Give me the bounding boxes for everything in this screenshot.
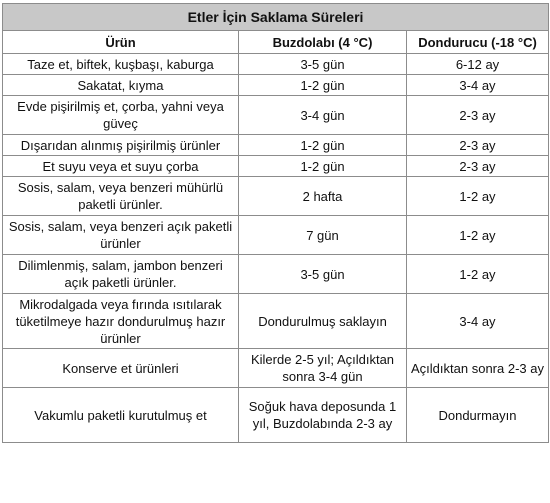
freezer-cell: 2-3 ay	[407, 96, 549, 135]
table-row	[3, 156, 549, 177]
column-header-fridge: Buzdolabı (4 °C)	[239, 31, 407, 54]
fridge-cell: 1-2 gün	[239, 135, 407, 156]
fridge-cell: 3-5 gün	[239, 255, 407, 294]
table-row	[3, 135, 549, 156]
product-cell: Sakatat, kıyma	[3, 75, 239, 96]
fridge-cell: 7 gün	[239, 216, 407, 255]
header-row	[3, 31, 549, 54]
freezer-cell: 2-3 ay	[407, 135, 549, 156]
storage-times-table	[2, 3, 549, 443]
fridge-cell: 1-2 gün	[239, 156, 407, 177]
product-cell: Evde pişirilmiş et, çorba, yahni veya güveç	[3, 96, 239, 135]
fridge-cell: Dondurulmuş saklayın	[239, 294, 407, 349]
fridge-cell: 3-4 gün	[239, 96, 407, 135]
fridge-cell: 3-5 gün	[239, 54, 407, 75]
freezer-cell: Açıldıktan sonra 2-3 ay	[407, 349, 549, 388]
table-row	[3, 255, 549, 294]
table-row	[3, 177, 549, 216]
freezer-cell: 1-2 ay	[407, 177, 549, 216]
table-title: Etler İçin Saklama Süreleri	[3, 4, 549, 31]
product-cell: Dışarıdan alınmış pişirilmiş ürünler	[3, 135, 239, 156]
table-row	[3, 388, 549, 443]
fridge-cell: Kilerde 2-5 yıl; Açıldıktan sonra 3-4 gün	[239, 349, 407, 388]
fridge-cell: 1-2 gün	[239, 75, 407, 96]
product-cell: Taze et, biftek, kuşbaşı, kaburga	[3, 54, 239, 75]
freezer-cell: 1-2 ay	[407, 255, 549, 294]
table-row	[3, 294, 549, 349]
column-header-product: Ürün	[3, 31, 239, 54]
freezer-cell: 3-4 ay	[407, 75, 549, 96]
product-cell: Vakumlu paketli kurutulmuş et	[3, 388, 239, 443]
freezer-cell: 3-4 ay	[407, 294, 549, 349]
table-row	[3, 54, 549, 75]
table-row	[3, 96, 549, 135]
product-cell: Konserve et ürünleri	[3, 349, 239, 388]
freezer-cell: 6-12 ay	[407, 54, 549, 75]
product-cell: Sosis, salam, veya benzeri mühürlü paketli ürünler.	[3, 177, 239, 216]
freezer-cell: 1-2 ay	[407, 216, 549, 255]
freezer-cell: 2-3 ay	[407, 156, 549, 177]
product-cell: Sosis, salam, veya benzeri açık paketli ürünler	[3, 216, 239, 255]
table-row	[3, 216, 549, 255]
table-row	[3, 75, 549, 96]
fridge-cell: Soğuk hava deposunda 1 yıl, Buzdolabında 2-3 ay	[239, 388, 407, 443]
fridge-cell: 2 hafta	[239, 177, 407, 216]
column-header-freezer: Dondurucu (-18 °C)	[407, 31, 549, 54]
freezer-cell: Dondurmayın	[407, 388, 549, 443]
table-row	[3, 349, 549, 388]
product-cell: Et suyu veya et suyu çorba	[3, 156, 239, 177]
product-cell: Dilimlenmiş, salam, jambon benzeri açık paketli ürünler.	[3, 255, 239, 294]
product-cell: Mikrodalgada veya fırında ısıtılarak tüketilmeye hazır dondurulmuş hazır ürünler	[3, 294, 239, 349]
